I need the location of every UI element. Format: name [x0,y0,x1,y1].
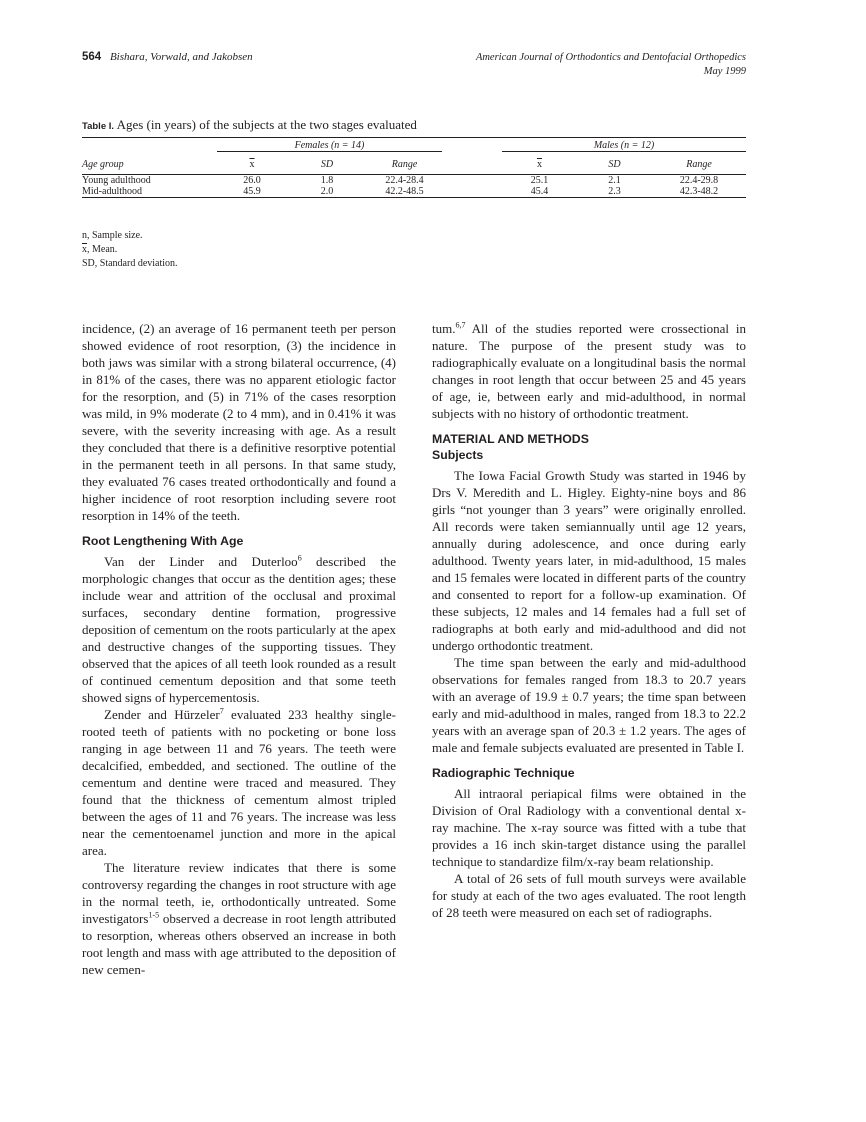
age-group-header: Age group [82,154,217,175]
table-group-header-row [82,138,746,155]
paragraph: The literature review indicates that there is some controversy regarding the changes in root structure with age in the normal teeth, ie, orthodontically untreated. Some investigators$^{1-5}$ observed a decrease in root length attributed to resorption, whereas others observed an increase in both root length and mass with age attributed to the deposition of new cemen- [82,860,396,977]
citation: 1-5 [148,910,160,920]
paragraph: All intraoral periapical films were obtained in the Division of Oral Radiology with a conventional dental x-ray machine. The x-ray source was fitted with a tube that provides a 16 inch skin-target distance using the parallel technique to standardize film/x-ray beam relationship. [432,786,746,869]
right-column [432,320,746,921]
left-column [82,320,396,978]
section-heading-root-lengthening: Root Lengthening With Age [82,534,244,548]
page-number: 564 [82,51,102,63]
males-group-header: Males (n = 12) [502,140,746,152]
table-footnotes [82,229,178,271]
running-authors: Bishara, Vorwald, and Jakobsen [109,51,253,63]
table-row [82,175,746,187]
paragraph: The Iowa Facial Growth Study was started in 1946 by Drs V. Meredith and L. Higley. Eighty-nine boys and 86 girls “not younger than 3 years” were originally enrolled. All records were taken semiannually until age 12 years, annually during adolescence, and once during early adulthood. Twenty years later, in mid-adulthood, 15 males and 15 females were located in different parts of the country and consented to report for a follow-up examination. Of these subjects, 12 males and 14 females had a full set of radiographs at both early and mid-adulthood and did not undergo orthodontic treatment. [432,468,746,653]
table-label: Table I. [82,121,115,132]
ages-table [82,137,746,198]
citation: 6,7 [455,320,466,330]
table-caption-text: Ages (in years) of the subjects at the two stages evaluated [116,117,417,132]
citation: 6 [297,553,302,563]
males-range-cell: 42.3-48.2 [652,186,746,198]
age-group-cell: Mid-adulthood [82,186,217,198]
running-header-left [82,51,253,63]
males-mean-cell: 45.4 [502,186,577,198]
females-range-header: Range [367,154,442,175]
paragraph: incidence, (2) an average of 16 permanent teeth per person showed evidence of root resorption, (3) the incidence in both jaws was similar with a strong bilateral occurrence, (4) in 81% of the cases, there was no apparent etiologic factor for the resorption, and (5) in 71% of the cases resorption was mild, in 9% moderate (2 to 4 mm), and in 0.41% it was severe, with the severity increasing with age. As a result they concluded that there is a definitive resorptive potential in the permanent teeth in all persons. In that same study, they evaluated 76 cases treated orthodontically and found a higher incidence of root resorption including severe root resorption in 14% of the teeth. [82,321,396,523]
paragraph: Zender and Hürzeler$^7$ evaluated 233 healthy single-rooted teeth of patients with no pocketing or bone loss ranging in age between 11 and 76 years. The teeth were decalcified, embedded, and sectioned. The outline of the cementum and dentine were traced and measured. They found that the thickness of cementum almost tripled between the ages of 11 and 76 years. The increase was less near the cementoenamel junction and more in the apical area. [82,706,396,858]
table-caption [82,117,417,133]
males-sd-cell: 2.3 [577,186,652,198]
males-range-header: Range [652,154,746,175]
females-sd-cell: 2.0 [287,186,367,198]
females-range-cell: 42.2-48.5 [367,186,442,198]
males-range-cell: 22.4-29.8 [679,175,719,186]
females-sd-header: SD [287,154,367,175]
footnote-sd: SD, Standard deviation. [82,258,178,269]
males-mean-cell: 25.1 [530,175,549,186]
table-column-header-row [82,154,746,175]
females-group-header: Females (n = 14) [217,140,442,152]
females-range-cell: 22.4-28.4 [385,175,424,186]
footnote-n: n, Sample size. [82,230,143,241]
females-sd-cell: 1.8 [320,175,334,186]
females-mean-cell: 26.0 [243,175,261,186]
issue-date: May 1999 [703,66,746,77]
females-mean-header: $\overline{x}$ [249,158,255,170]
footnote-mean: $\overline{x}$, Mean. [82,244,118,255]
paragraph: Van der Linder and Duterloo$^6$ described the morphologic changes that occur as the dentition ages; these include wear and attrition of the occlusal and proximal surfaces, secondary dentine formation, progressive deposition of cementum on the roots particularly at the apex and destructive changes of the supporting tissues. They observed that the apices of all teeth look rounded as a result of continued cementum deposition and that some teeth showed signs of hypercementosis. [82,553,396,705]
running-header-right [476,51,746,79]
subsection-heading-radiographic-technique: Radiographic Technique [432,766,575,780]
males-sd-header: SD [577,154,652,175]
males-mean-header: $\overline{x}$ [537,158,542,170]
females-mean-cell: 45.9 [217,186,287,198]
section-heading-materials-methods: MATERIAL AND METHODS [432,432,589,446]
age-group-cell: Young adulthood [82,175,151,186]
citation: 7 [219,706,224,716]
subsection-heading-subjects: Subjects [432,448,484,462]
paragraph: tum.$^{6,7}$ All of the studies reported were crossectional in nature. The purpose of the present study was to radiographically evaluate on a longitudinal basis the normal changes in root length that occur between 25 and 45 years of age, ie, between early and mid-adulthood, in normal subjects with no history of orthodontic treatment. [432,320,746,421]
paragraph: The time span between the early and mid-adulthood observations for females ranged from 18.3 to 20.7 years with an average of 19.9 ± 0.7 years; the time span between early and mid-adulthood in males, ranged from 18.3 to 22.2 years with an average span of 20.3 ± 1.2 years. The ages of male and female subjects evaluated are presented in Table I. [432,655,746,755]
males-sd-cell: 2.1 [608,175,621,186]
journal-title: American Journal of Orthodontics and Dentofacial Orthopedics [475,52,746,63]
table-row [82,186,746,198]
paragraph: A total of 26 sets of full mouth surveys were available for study at each of the two ages evaluated. The root length of 28 teeth were measured on each set of radiographs. [432,871,746,920]
